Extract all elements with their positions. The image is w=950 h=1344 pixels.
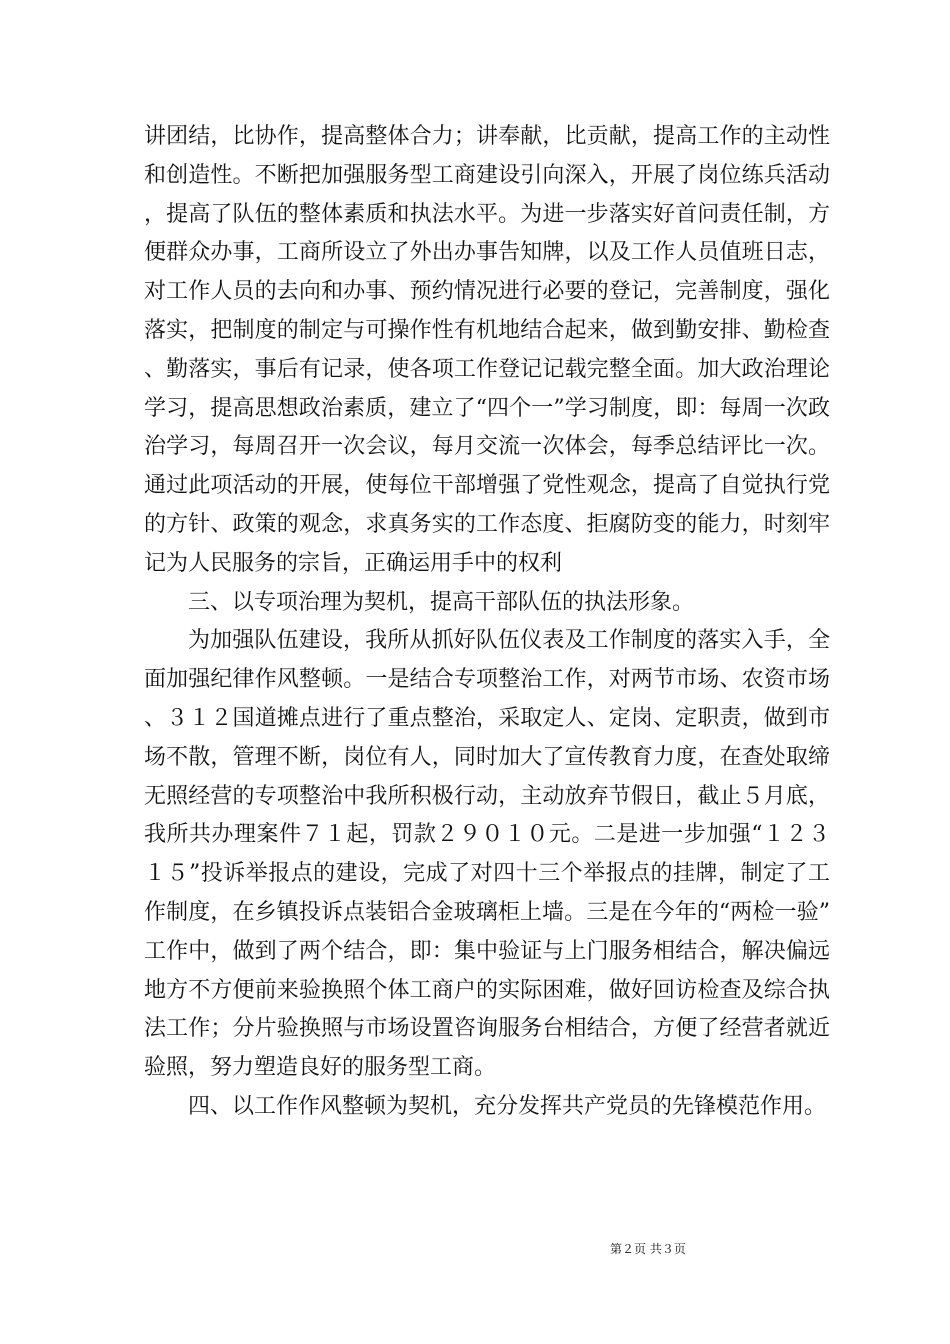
document-body <box>144 118 830 1127</box>
page-number-footer: 第２页 共３页 <box>610 1242 686 1256</box>
paragraph-continuation: 讲团结，比协作，提高整体合力；讲奉献，比贡献，提高工作的主动性和创造性。不断把加强服务型工商建设引向深入，开展了岗位练兵活动，提高了队伍的整体素质和执法水平。为进一步落实好首问责任制，方便群众办事，工商所设立了外出办事告知牌，以及工作人员值班日志，对工作人员的去向和办事、预约情况进行必要的登记，完善制度，强化落实，把制度的制定与可操作性有机地结合起来，做到勤安排、勤检查、勤落实，事后有记录，使各项工作登记记载完整全面。加大政治理论学习，提高思想政治素质，建立了“四个一”学习制度，即：每周一次政治学习，每周召开一次会议，每月交流一次体会，每季总结评比一次。通过此项活动的开展，使每位干部增强了党性观念，提高了自觉执行党的方针、政策的观念，求真务实的工作态度、拒腐防变的能力，时刻牢记为人民服务的宗旨，正确运用手中的权利 <box>144 124 830 576</box>
section-heading-4: 四、以工作作风整顿为契机，充分发挥共产党员的先锋模范作用。 <box>188 1093 827 1119</box>
paragraph-section-3: 为加强队伍建设，我所从抓好队伍仪表及工作制度的落实入手，全面加强纪律作风整顿。一是结合专项整治工作，对两节市场、农资市场、３１２国道摊点进行了重点整治，采取定人、定岗、定职责，做到市场不散，管理不断，岗位有人，同时加大了宣传教育力度，在查处取缔无照经营的专项整治中我所积极行动，主动放弃节假日，截止５月底，我所共办理案件７１起，罚款２９０１０元。二是进一步加强“１２３１５”投诉举报点的建设，完成了对四十三个举报点的挂牌，制定了工作制度，在乡镇投诉点装铝合金玻璃柜上墙。三是在今年的“两检一验”工作中，做到了两个结合，即：集中验证与上门服务相结合，解决偏远地方不方便前来验换照个体工商户的实际困难，做好回访检查及综合执法工作；分片验换照与市场设置咨询服务台相结合，方便了经营者就近验照，努力塑造良好的服务型工商。 <box>144 628 830 1081</box>
section-heading-3: 三、以专项治理为契机，提高干部队伍的执法形象。 <box>188 589 695 615</box>
